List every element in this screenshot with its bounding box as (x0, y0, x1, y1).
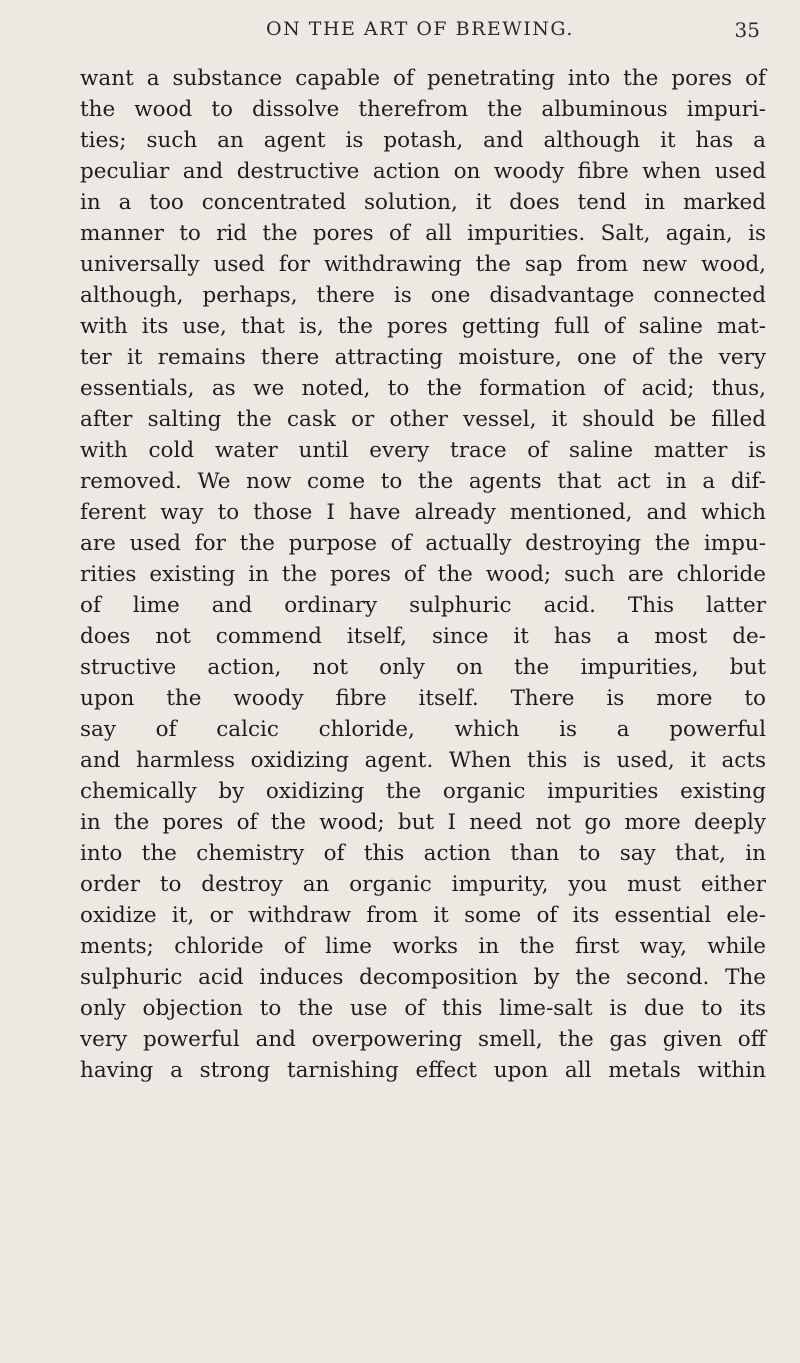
text-line: the wood to dissolve therefrom the albuminous impuri- (80, 97, 766, 122)
text-line: with its use, that is, the pores getting full of saline mat- (80, 314, 766, 339)
text-line: only objection to the use of this lime-salt is due to its (80, 996, 766, 1021)
text-line: into the chemistry of this action than to say that, in (80, 841, 766, 866)
text-line: after salting the cask or other vessel, it should be filled (80, 407, 766, 432)
text-line: rities existing in the pores of the wood; such are chloride (80, 562, 766, 587)
text-line: ter it remains there attracting moisture, one of the very (80, 345, 766, 370)
text-line: universally used for withdrawing the sap from new wood, (80, 252, 766, 277)
text-line: say of calcic chloride, which is a powerful (80, 717, 766, 742)
text-line: manner to rid the pores of all impurities. Salt, again, is (80, 221, 766, 246)
text-line: oxidize it, or withdraw from it some of its essential ele- (80, 903, 766, 928)
text-line: having a strong tarnishing effect upon all metals within (80, 1058, 766, 1083)
text-line: chemically by oxidizing the organic impurities existing (80, 779, 766, 804)
text-line: order to destroy an organic impurity, you must either (80, 872, 766, 897)
text-line: does not commend itself, since it has a most de- (80, 624, 766, 649)
text-line: in the pores of the wood; but I need not go more deeply (80, 810, 766, 835)
text-line: ments; chloride of lime works in the first way, while (80, 934, 766, 959)
text-line: essentials, as we noted, to the formation of acid; thus, (80, 376, 766, 401)
text-line: with cold water until every trace of saline matter is (80, 438, 766, 463)
text-line: peculiar and destructive action on woody fibre when used (80, 159, 766, 184)
text-line: ferent way to those I have already mentioned, and which (80, 500, 766, 525)
text-line: upon the woody fibre itself. There is more to (80, 686, 766, 711)
text-line: of lime and ordinary sulphuric acid. This latter (80, 593, 766, 618)
text-line: sulphuric acid induces decomposition by the second. The (80, 965, 766, 990)
page-number: 35 (734, 18, 760, 42)
text-line: removed. We now come to the agents that act in a dif- (80, 469, 766, 494)
body-text (80, 63, 766, 1086)
text-line: want a substance capable of penetrating into the pores of (80, 66, 766, 91)
text-line: are used for the purpose of actually destroying the impu- (80, 531, 766, 556)
text-line: structive action, not only on the impurities, but (80, 655, 766, 680)
text-line: although, perhaps, there is one disadvantage connected (80, 283, 766, 308)
text-line: in a too concentrated solution, it does tend in marked (80, 190, 766, 215)
text-line: very powerful and overpowering smell, the gas given off (80, 1027, 766, 1052)
text-line: ties; such an agent is potash, and although it has a (80, 128, 766, 153)
running-title: ON THE ART OF BREWING. (266, 18, 574, 40)
running-header (80, 18, 760, 48)
text-line: and harmless oxidizing agent. When this is used, it acts (80, 748, 766, 773)
